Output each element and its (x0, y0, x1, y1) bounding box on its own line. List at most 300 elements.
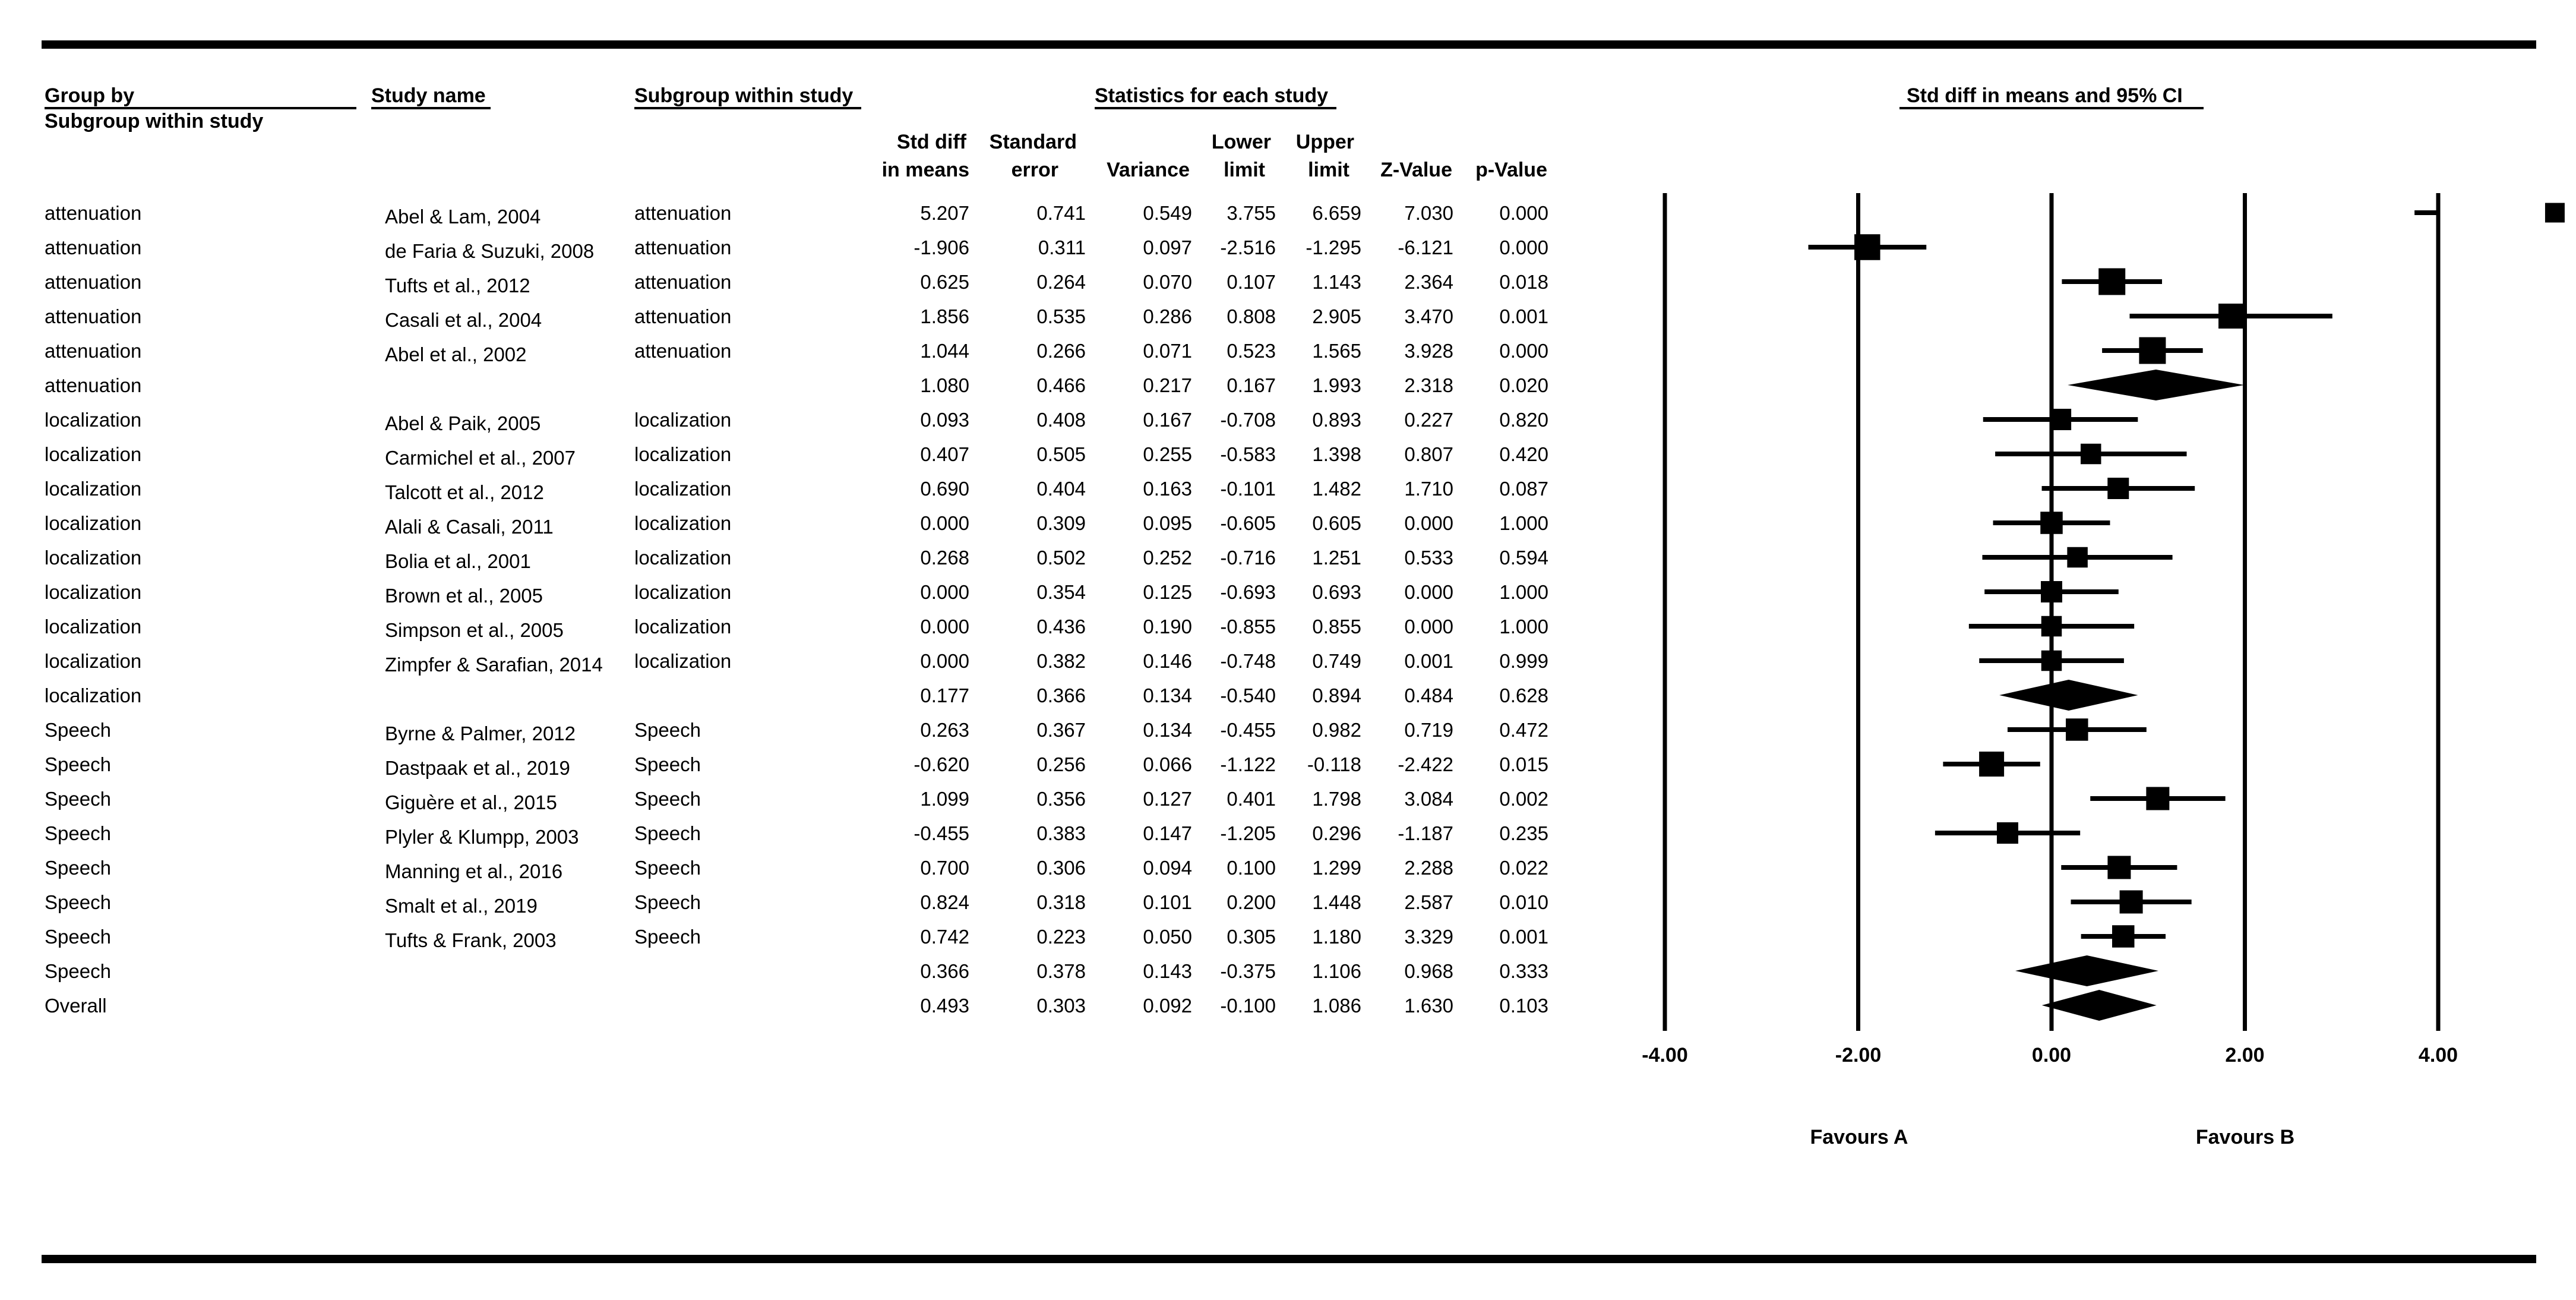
row-lower: 0.305 (1227, 926, 1276, 948)
row-z: -2.422 (1398, 753, 1453, 775)
row-p: 1.000 (1499, 616, 1548, 638)
row-study-name: Byrne & Palmer, 2012 (385, 722, 576, 744)
row-se: 0.356 (1036, 788, 1086, 810)
table-row (45, 650, 1548, 676)
row-std-diff: 0.700 (920, 857, 969, 879)
row-z: 2.288 (1404, 857, 1453, 879)
table-row (45, 271, 1548, 296)
row-subgroup: Speech (634, 891, 701, 913)
row-z: 0.001 (1404, 650, 1453, 672)
row-subgroup: attenuation (634, 305, 732, 327)
row-se: 0.535 (1036, 305, 1086, 327)
row-group: attenuation (45, 340, 142, 362)
row-lower: -0.855 (1220, 616, 1276, 638)
row-group: Speech (45, 719, 111, 741)
row-variance: 0.127 (1143, 788, 1192, 810)
row-study-name: Simpson et al., 2005 (385, 619, 564, 641)
col-p-value: p-Value (1475, 159, 1547, 181)
row-study-name: Tufts et al., 2012 (385, 274, 530, 296)
row-group: attenuation (45, 271, 142, 293)
table-row (45, 719, 1548, 744)
table-row (45, 995, 1548, 1017)
point-estimate (2139, 337, 2166, 364)
row-z: -6.121 (1398, 236, 1453, 258)
row-std-diff: 1.044 (920, 340, 969, 362)
row-lower: -0.455 (1220, 719, 1276, 741)
top-rule (42, 40, 2536, 49)
row-variance: 0.071 (1143, 340, 1192, 362)
row-se: 0.309 (1036, 512, 1086, 534)
row-std-diff: 0.177 (920, 684, 969, 706)
table-row (45, 512, 1548, 538)
row-z: 1.710 (1404, 478, 1453, 500)
row-p: 0.018 (1499, 271, 1548, 293)
col-se-line2: error (1011, 159, 1058, 181)
row-group: localization (45, 650, 142, 672)
row-lower: -1.122 (1220, 753, 1276, 775)
point-estimate (2107, 478, 2129, 499)
row-upper: 0.296 (1312, 822, 1361, 844)
row-se: 0.383 (1036, 822, 1086, 844)
point-estimate (2120, 891, 2143, 914)
row-variance: 0.095 (1143, 512, 1192, 534)
header-study-name: Study name (371, 84, 486, 107)
row-group: localization (45, 478, 142, 500)
row-upper: 2.905 (1312, 305, 1361, 327)
row-se: 0.436 (1036, 616, 1086, 638)
row-std-diff: 0.000 (920, 650, 969, 672)
row-group: localization (45, 512, 142, 534)
row-study-name: Dastpaak et al., 2019 (385, 757, 570, 779)
row-z: 0.227 (1404, 409, 1453, 431)
row-subgroup: localization (634, 547, 732, 569)
row-se: 0.266 (1036, 340, 1086, 362)
table-row (45, 409, 1548, 434)
row-std-diff: 0.690 (920, 478, 969, 500)
row-study-name: Tufts & Frank, 2003 (385, 929, 557, 951)
col-lower-line2: limit (1224, 159, 1265, 181)
row-study-name: Carmichel et al., 2007 (385, 447, 576, 469)
row-group: Speech (45, 822, 111, 844)
row-study-name: Brown et al., 2005 (385, 585, 543, 607)
row-group: Speech (45, 788, 111, 810)
row-group: Overall (45, 995, 107, 1017)
row-variance: 0.125 (1143, 581, 1192, 603)
header-statistics-title: Statistics for each study (1095, 84, 1329, 107)
summary-diamond (2068, 370, 2244, 400)
row-upper: 6.659 (1312, 202, 1361, 224)
row-lower: 0.401 (1227, 788, 1276, 810)
row-group: localization (45, 581, 142, 603)
row-study-name: Smalt et al., 2019 (385, 895, 538, 917)
x-tick-label: 0.00 (2031, 1044, 2072, 1066)
row-upper: 1.798 (1312, 788, 1361, 810)
row-se: 0.303 (1036, 995, 1086, 1017)
favours-left-label: Favours A (1810, 1126, 1908, 1148)
table-row (45, 753, 1548, 779)
row-variance: 0.134 (1143, 684, 1192, 706)
row-variance: 0.146 (1143, 650, 1192, 672)
row-variance: 0.255 (1143, 443, 1192, 465)
row-lower: -0.605 (1220, 512, 1276, 534)
row-p: 1.000 (1499, 512, 1548, 534)
row-upper: 1.565 (1312, 340, 1361, 362)
row-se: 0.404 (1036, 478, 1086, 500)
row-z: 3.470 (1404, 305, 1453, 327)
table-row (45, 202, 1548, 228)
row-se: 0.318 (1036, 891, 1086, 913)
row-subgroup: localization (634, 512, 732, 534)
row-upper: -1.295 (1306, 236, 1361, 258)
row-variance: 0.070 (1143, 271, 1192, 293)
table-row (45, 822, 1548, 848)
row-subgroup: attenuation (634, 202, 732, 224)
row-upper: 0.605 (1312, 512, 1361, 534)
summary-diamond (2015, 955, 2158, 986)
row-upper: 1.180 (1312, 926, 1361, 948)
table-row (45, 478, 1548, 503)
row-p: 0.001 (1499, 926, 1548, 948)
row-se: 0.505 (1036, 443, 1086, 465)
row-lower: 0.200 (1227, 891, 1276, 913)
row-p: 0.000 (1499, 202, 1548, 224)
row-upper: 1.086 (1312, 995, 1361, 1017)
row-z: 0.807 (1404, 443, 1453, 465)
row-upper: 1.143 (1312, 271, 1361, 293)
row-p: 0.022 (1499, 857, 1548, 879)
col-lower-line1: Lower (1211, 131, 1271, 153)
row-variance: 0.190 (1143, 616, 1192, 638)
row-std-diff: 0.824 (920, 891, 969, 913)
row-subgroup: localization (634, 581, 732, 603)
row-lower: -0.540 (1220, 684, 1276, 706)
row-z: 0.719 (1404, 719, 1453, 741)
col-std-diff-line1: Std diff (896, 131, 966, 153)
summary-diamond (2042, 990, 2157, 1021)
row-group: localization (45, 443, 142, 465)
row-lower: 3.755 (1227, 202, 1276, 224)
table-row (45, 581, 1548, 607)
row-variance: 0.252 (1143, 547, 1192, 569)
row-variance: 0.286 (1143, 305, 1192, 327)
row-se: 0.502 (1036, 547, 1086, 569)
row-std-diff: 5.207 (920, 202, 969, 224)
row-upper: 1.106 (1312, 960, 1361, 982)
row-upper: -0.118 (1307, 753, 1361, 775)
row-se: 0.741 (1036, 202, 1086, 224)
row-subgroup: attenuation (634, 271, 732, 293)
row-lower: -2.516 (1220, 236, 1276, 258)
row-z: 0.968 (1404, 960, 1453, 982)
table-row (45, 547, 1548, 572)
row-std-diff: 0.000 (920, 581, 969, 603)
row-se: 0.256 (1036, 753, 1086, 775)
row-se: 0.378 (1036, 960, 1086, 982)
row-p: 0.999 (1499, 650, 1548, 672)
row-p: 0.087 (1499, 478, 1548, 500)
row-subgroup: Speech (634, 926, 701, 948)
table-row (45, 236, 1548, 262)
row-study-name: Abel et al., 2002 (385, 343, 527, 365)
row-subgroup: localization (634, 409, 732, 431)
row-subgroup: localization (634, 650, 732, 672)
row-group: localization (45, 409, 142, 431)
row-p: 0.103 (1499, 995, 1548, 1017)
row-lower: -0.716 (1220, 547, 1276, 569)
table-row (45, 374, 1548, 396)
row-subgroup: Speech (634, 719, 701, 741)
row-se: 0.354 (1036, 581, 1086, 603)
row-study-name: Zimpfer & Sarafian, 2014 (385, 654, 603, 676)
row-group: Speech (45, 753, 111, 775)
point-estimate (2067, 547, 2088, 568)
row-std-diff: 0.000 (920, 512, 969, 534)
row-std-diff: 1.099 (920, 788, 969, 810)
row-p: 0.472 (1499, 719, 1548, 741)
row-p: 0.333 (1499, 960, 1548, 982)
row-upper: 0.693 (1312, 581, 1361, 603)
table-row (45, 443, 1548, 469)
header-group-by: Group by (45, 84, 135, 107)
row-std-diff: 0.625 (920, 271, 969, 293)
row-se: 0.366 (1036, 684, 1086, 706)
row-std-diff: 0.407 (920, 443, 969, 465)
row-z: 3.084 (1404, 788, 1453, 810)
row-group: localization (45, 616, 142, 638)
row-lower: -0.708 (1220, 409, 1276, 431)
row-study-name: Manning et al., 2016 (385, 860, 563, 882)
row-subgroup: attenuation (634, 340, 732, 362)
table-rows (45, 202, 1548, 1017)
row-variance: 0.217 (1143, 374, 1192, 396)
point-estimate (2081, 444, 2101, 465)
row-se: 0.306 (1036, 857, 1086, 879)
row-upper: 1.251 (1312, 547, 1361, 569)
row-upper: 0.894 (1312, 684, 1361, 706)
row-se: 0.264 (1036, 271, 1086, 293)
row-lower: -0.748 (1220, 650, 1276, 672)
row-z: 0.533 (1404, 547, 1453, 569)
row-group: localization (45, 684, 142, 706)
row-std-diff: 1.080 (920, 374, 969, 396)
row-se: 0.408 (1036, 409, 1086, 431)
table-row (45, 788, 1548, 813)
row-std-diff: 0.093 (920, 409, 969, 431)
row-variance: 0.167 (1143, 409, 1192, 431)
row-lower: -0.693 (1220, 581, 1276, 603)
row-subgroup: Speech (634, 857, 701, 879)
row-group: attenuation (45, 202, 142, 224)
row-lower: -1.205 (1220, 822, 1276, 844)
row-upper: 1.448 (1312, 891, 1361, 913)
table-row (45, 926, 1548, 951)
row-p: 0.002 (1499, 788, 1548, 810)
point-estimate (2066, 718, 2088, 741)
x-tick-label: -4.00 (1642, 1044, 1688, 1066)
row-subgroup: localization (634, 616, 732, 638)
row-variance: 0.094 (1143, 857, 1192, 879)
col-upper-line2: limit (1308, 159, 1349, 181)
table-row (45, 616, 1548, 641)
row-std-diff: 0.263 (920, 719, 969, 741)
row-subgroup: localization (634, 443, 732, 465)
row-lower: -0.583 (1220, 443, 1276, 465)
row-z: 2.364 (1404, 271, 1453, 293)
bottom-rule (42, 1255, 2536, 1263)
header-subgroup-within-study-left: Subgroup within study (45, 110, 264, 132)
favours-right-label: Favours B (2195, 1126, 2295, 1148)
table-row (45, 891, 1548, 917)
row-std-diff: 0.493 (920, 995, 969, 1017)
row-se: 0.367 (1036, 719, 1086, 741)
table-row (45, 305, 1548, 331)
row-lower: -0.100 (1220, 995, 1276, 1017)
row-upper: 1.299 (1312, 857, 1361, 879)
row-se: 0.466 (1036, 374, 1086, 396)
row-p: 0.628 (1499, 684, 1548, 706)
row-subgroup: Speech (634, 822, 701, 844)
row-study-name: de Faria & Suzuki, 2008 (385, 240, 595, 262)
row-group: attenuation (45, 236, 142, 258)
row-p: 0.820 (1499, 409, 1548, 431)
row-z: 3.329 (1404, 926, 1453, 948)
row-upper: 0.749 (1312, 650, 1361, 672)
point-estimate (2545, 203, 2565, 223)
row-group: attenuation (45, 305, 142, 327)
row-group: Speech (45, 891, 111, 913)
row-se: 0.382 (1036, 650, 1086, 672)
point-estimate (2098, 269, 2125, 295)
row-group: localization (45, 547, 142, 569)
row-upper: 1.993 (1312, 374, 1361, 396)
summary-diamond (1999, 680, 2138, 711)
row-study-name: Talcott et al., 2012 (385, 481, 544, 503)
row-std-diff: -1.906 (914, 236, 969, 258)
table-row (45, 340, 1548, 365)
row-subgroup: Speech (634, 753, 701, 775)
point-estimate (2112, 925, 2135, 948)
row-z: 2.587 (1404, 891, 1453, 913)
row-std-diff: 1.856 (920, 305, 969, 327)
row-variance: 0.101 (1143, 891, 1192, 913)
row-variance: 0.549 (1143, 202, 1192, 224)
row-group: Speech (45, 960, 111, 982)
x-axis (1642, 193, 2458, 1066)
row-study-name: Abel & Paik, 2005 (385, 412, 541, 434)
point-estimate (2107, 856, 2131, 879)
row-p: 0.420 (1499, 443, 1548, 465)
row-std-diff: 0.366 (920, 960, 969, 982)
row-variance: 0.092 (1143, 995, 1192, 1017)
header-subgroup-within-study: Subgroup within study (634, 84, 854, 107)
row-study-name: Bolia et al., 2001 (385, 550, 531, 572)
x-tick-label: 4.00 (2418, 1044, 2458, 1066)
row-lower: 0.107 (1227, 271, 1276, 293)
row-p: 0.015 (1499, 753, 1548, 775)
row-study-name: Giguère et al., 2015 (385, 791, 557, 813)
row-subgroup: Speech (634, 788, 701, 810)
plot-area (1809, 203, 2565, 1021)
row-variance: 0.143 (1143, 960, 1192, 982)
row-lower: 0.100 (1227, 857, 1276, 879)
col-upper-line1: Upper (1295, 131, 1354, 153)
row-study-name: Casali et al., 2004 (385, 309, 542, 331)
row-z: 7.030 (1404, 202, 1453, 224)
row-variance: 0.134 (1143, 719, 1192, 741)
col-std-diff-line2: in means (881, 159, 969, 181)
col-se-line1: Standard (989, 131, 1077, 153)
row-variance: 0.066 (1143, 753, 1192, 775)
row-subgroup: localization (634, 478, 732, 500)
row-upper: 0.855 (1312, 616, 1361, 638)
row-upper: 1.398 (1312, 443, 1361, 465)
table-row (45, 960, 1548, 982)
row-upper: 0.893 (1312, 409, 1361, 431)
row-study-name: Abel & Lam, 2004 (385, 206, 541, 228)
row-variance: 0.147 (1143, 822, 1192, 844)
row-z: 0.484 (1404, 684, 1453, 706)
col-z-value: Z-Value (1380, 159, 1452, 181)
row-z: 0.000 (1404, 581, 1453, 603)
row-p: 1.000 (1499, 581, 1548, 603)
row-std-diff: 0.268 (920, 547, 969, 569)
row-std-diff: 0.742 (920, 926, 969, 948)
row-lower: -0.101 (1220, 478, 1276, 500)
column-headers (882, 131, 1547, 181)
x-tick-label: -2.00 (1835, 1044, 1882, 1066)
row-lower: -0.375 (1220, 960, 1276, 982)
row-z: -1.187 (1398, 822, 1453, 844)
row-variance: 0.163 (1143, 478, 1192, 500)
row-variance: 0.050 (1143, 926, 1192, 948)
point-estimate (2146, 787, 2169, 810)
row-p: 0.235 (1499, 822, 1548, 844)
row-study-name: Plyler & Klumpp, 2003 (385, 826, 579, 848)
row-se: 0.223 (1036, 926, 1086, 948)
row-p: 0.000 (1499, 340, 1548, 362)
row-p: 0.010 (1499, 891, 1548, 913)
row-upper: 0.982 (1312, 719, 1361, 741)
col-variance: Variance (1107, 159, 1190, 181)
table-row (45, 857, 1548, 882)
row-group: attenuation (45, 374, 142, 396)
x-tick-label: 2.00 (2225, 1044, 2265, 1066)
point-estimate (2218, 304, 2243, 329)
row-std-diff: -0.455 (914, 822, 969, 844)
point-estimate (1997, 822, 2018, 844)
table-row (45, 684, 1548, 706)
row-z: 0.000 (1404, 616, 1453, 638)
row-z: 1.630 (1404, 995, 1453, 1017)
row-z: 2.318 (1404, 374, 1453, 396)
row-p: 0.594 (1499, 547, 1548, 569)
row-lower: 0.167 (1227, 374, 1276, 396)
row-study-name: Alali & Casali, 2011 (385, 516, 554, 538)
row-z: 0.000 (1404, 512, 1453, 534)
row-se: 0.311 (1038, 236, 1086, 258)
row-lower: 0.808 (1227, 305, 1276, 327)
row-z: 3.928 (1404, 340, 1453, 362)
row-std-diff: -0.620 (914, 753, 969, 775)
row-group: Speech (45, 926, 111, 948)
header-plot-title: Std diff in means and 95% CI (1907, 84, 2183, 107)
row-subgroup: attenuation (634, 236, 732, 258)
row-group: Speech (45, 857, 111, 879)
row-p: 0.000 (1499, 236, 1548, 258)
point-estimate (1979, 752, 2004, 777)
row-lower: 0.523 (1227, 340, 1276, 362)
row-variance: 0.097 (1143, 236, 1192, 258)
